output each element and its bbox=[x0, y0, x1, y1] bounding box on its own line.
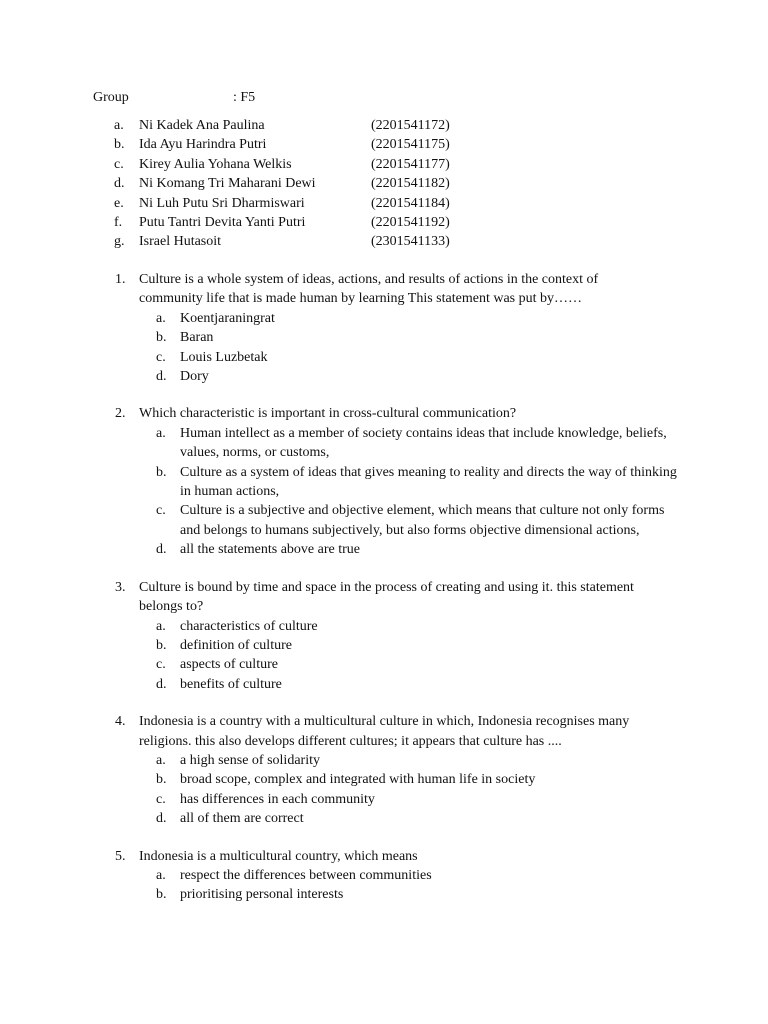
member-id: (2201541192) bbox=[371, 214, 450, 230]
option-text: all of them are correct bbox=[180, 811, 304, 827]
option-text: respect the differences between communities bbox=[180, 867, 432, 883]
option-item bbox=[93, 675, 693, 694]
member-id: (2201541182) bbox=[371, 176, 450, 192]
member-letter: f. bbox=[114, 214, 123, 230]
question-text: Culture is bound by time and space in the process of creating and using it. this statement belongs to? bbox=[139, 579, 634, 615]
question-number: 3. bbox=[115, 579, 126, 595]
option-letter: b. bbox=[156, 887, 167, 903]
member-name: Ni Kadek Ana Paulina bbox=[139, 118, 265, 133]
member-id: (2301541133) bbox=[371, 234, 450, 250]
question-text: Indonesia is a multicultural country, which means bbox=[139, 848, 418, 864]
option-item bbox=[93, 463, 693, 502]
option-letter: a. bbox=[156, 425, 166, 441]
option-text: characteristics of culture bbox=[180, 618, 318, 634]
option-list bbox=[93, 424, 693, 560]
member-letter: b. bbox=[114, 137, 125, 153]
option-text: Louis Luzbetak bbox=[180, 349, 268, 365]
group-line bbox=[93, 88, 255, 107]
option-item bbox=[93, 809, 693, 828]
question-2 bbox=[93, 404, 693, 559]
member-name: Ni Luh Putu Sri Dharmiswari bbox=[139, 195, 305, 211]
question-text: Culture is a whole system of ideas, actions, and results of actions in the context of community life that is made human by learning This statement was put by…… bbox=[139, 272, 599, 307]
member-id: (2201541172) bbox=[371, 118, 450, 133]
option-text: broad scope, complex and integrated with human life in society bbox=[180, 772, 536, 788]
option-list bbox=[93, 309, 693, 387]
question-4 bbox=[93, 712, 693, 828]
option-letter: b. bbox=[156, 772, 167, 788]
option-letter: c. bbox=[156, 791, 166, 807]
option-text: prioritising personal interests bbox=[180, 887, 344, 903]
question-text: Which characteristic is important in cross-cultural communication? bbox=[139, 406, 517, 422]
option-text: Koentjaraningrat bbox=[180, 310, 275, 326]
option-item bbox=[93, 866, 693, 885]
member-id: (2201541177) bbox=[371, 156, 450, 172]
member-id: (2201541175) bbox=[371, 137, 450, 153]
question-number: 4. bbox=[115, 714, 126, 730]
member-name: Ida Ayu Harindra Putri bbox=[139, 137, 267, 153]
option-letter: d. bbox=[156, 369, 167, 385]
option-letter: d. bbox=[156, 811, 167, 827]
question-number: 1. bbox=[115, 272, 126, 287]
option-item bbox=[93, 540, 693, 559]
option-item bbox=[93, 328, 693, 347]
member-letter: e. bbox=[114, 195, 124, 211]
option-item bbox=[93, 655, 693, 674]
option-item bbox=[93, 790, 693, 809]
option-item bbox=[93, 770, 693, 789]
option-text: has differences in each community bbox=[180, 791, 375, 807]
option-text: all the statements above are true bbox=[180, 542, 360, 558]
group-label: Group bbox=[93, 90, 129, 105]
option-text: Baran bbox=[180, 330, 214, 346]
question-5 bbox=[93, 847, 693, 905]
option-text: Culture as a system of ideas that gives meaning to reality and directs the way of thinking in human actions, bbox=[180, 464, 677, 500]
option-item bbox=[93, 367, 693, 386]
option-letter: d. bbox=[156, 676, 167, 692]
option-letter: b. bbox=[156, 464, 167, 480]
member-name: Kirey Aulia Yohana Welkis bbox=[139, 156, 292, 172]
option-list bbox=[93, 617, 693, 695]
member-letter: a. bbox=[114, 118, 124, 133]
option-item bbox=[93, 348, 693, 367]
option-text: aspects of culture bbox=[180, 657, 278, 673]
member-letter: g. bbox=[114, 234, 125, 250]
option-text: definition of culture bbox=[180, 637, 292, 653]
option-text: Dory bbox=[180, 369, 209, 385]
option-list bbox=[93, 751, 693, 829]
question-text: Indonesia is a country with a multicultural culture in which, Indonesia recognises many religions. this also develops different cultures; it appears that culture has .... bbox=[139, 714, 630, 749]
question-number: 5. bbox=[115, 848, 126, 864]
option-item bbox=[93, 501, 693, 540]
option-letter: a. bbox=[156, 752, 166, 768]
member-id: (2201541184) bbox=[371, 195, 450, 211]
question-3 bbox=[93, 578, 693, 694]
option-item bbox=[93, 424, 693, 463]
option-item bbox=[93, 885, 693, 904]
option-letter: b. bbox=[156, 637, 167, 653]
option-letter: a. bbox=[156, 310, 166, 326]
option-letter: d. bbox=[156, 542, 167, 558]
option-text: a high sense of solidarity bbox=[180, 752, 320, 768]
group-value: : F5 bbox=[233, 90, 256, 105]
question-number: 2. bbox=[115, 406, 126, 422]
question-1 bbox=[93, 270, 693, 386]
question-list bbox=[93, 270, 693, 923]
option-letter: a. bbox=[156, 867, 166, 883]
option-letter: b. bbox=[156, 330, 167, 346]
option-list bbox=[93, 866, 693, 905]
member-name: Putu Tantri Devita Yanti Putri bbox=[139, 214, 306, 230]
member-name: Israel Hutasoit bbox=[139, 234, 222, 250]
option-item bbox=[93, 751, 693, 770]
member-letter: c. bbox=[114, 156, 124, 172]
option-text: Culture is a subjective and objective element, which means that culture not only forms and belongs to humans subjectively, but also forms objective dimensional actions, bbox=[180, 503, 665, 538]
option-letter: a. bbox=[156, 618, 166, 634]
option-text: Human intellect as a member of society contains ideas that include knowledge, beliefs, values, norms, or customs, bbox=[180, 425, 667, 461]
option-item bbox=[93, 636, 693, 655]
member-letter: d. bbox=[114, 176, 125, 192]
option-letter: c. bbox=[156, 503, 166, 519]
option-text: benefits of culture bbox=[180, 676, 282, 692]
option-letter: c. bbox=[156, 657, 166, 673]
member-name: Ni Komang Tri Maharani Dewi bbox=[139, 176, 316, 192]
option-item bbox=[93, 617, 693, 636]
option-letter: c. bbox=[156, 349, 166, 365]
option-item bbox=[93, 309, 693, 328]
